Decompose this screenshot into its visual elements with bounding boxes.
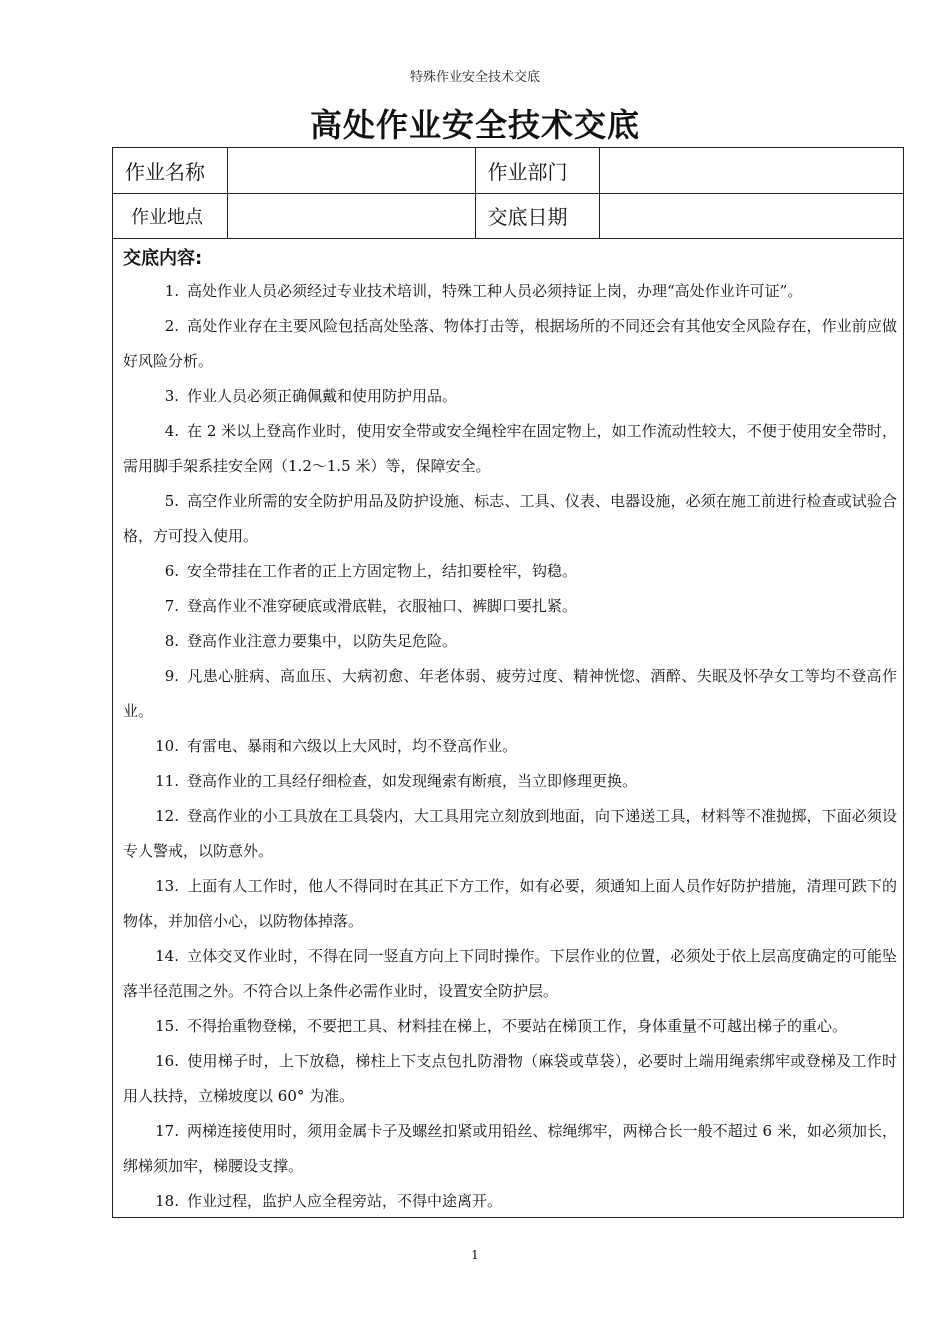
item-number: 11. [155, 772, 179, 790]
list-item [123, 274, 897, 309]
job-name-field[interactable] [227, 148, 475, 193]
item-text: 作业过程，监护人应全程旁站，不得中途离开。 [187, 1192, 503, 1210]
list-item [123, 659, 897, 729]
briefing-items [123, 274, 897, 1219]
item-number: 2. [164, 317, 179, 335]
date-field[interactable] [599, 193, 903, 238]
list-item [123, 414, 897, 484]
info-row-name [113, 148, 903, 193]
department-field[interactable] [599, 148, 903, 193]
item-text: 有雷电、暴雨和六级以上大风时，均不登高作业。 [187, 737, 518, 755]
item-text: 登高作业注意力要集中，以防失足危险。 [187, 632, 458, 650]
item-text: 安全带挂在工作者的正上方固定物上，结扣要栓牢，钩稳。 [187, 562, 578, 580]
list-item [123, 1044, 897, 1114]
item-number: 5. [164, 492, 179, 510]
item-number: 1. [164, 282, 179, 300]
item-number: 13. [155, 877, 179, 895]
item-number: 17. [155, 1122, 179, 1140]
info-table [113, 148, 903, 239]
content-heading: 交底内容: [123, 248, 203, 269]
item-text: 高处作业存在主要风险包括高处坠落、物体打击等，根据场所的不同还会有其他安全风险存在，作业前应做好风险分析。 [123, 317, 897, 370]
list-item [123, 554, 897, 589]
department-label: 作业部门 [475, 148, 599, 193]
item-text: 高空作业所需的安全防护用品及防护设施、标志、工具、仪表、电器设施，必须在施工前进行检查或试验合格，方可投入使用。 [123, 492, 897, 545]
item-number: 14. [155, 947, 179, 965]
list-item [123, 484, 897, 554]
list-item [123, 624, 897, 659]
item-text: 不得抬重物登梯，不要把工具、材料挂在梯上，不要站在梯顶工作，身体重量不可越出梯子的重心。 [187, 1017, 848, 1035]
location-field[interactable] [227, 193, 475, 238]
list-item [123, 939, 897, 1009]
list-item [123, 309, 897, 379]
item-number: 9. [164, 667, 179, 685]
list-item [123, 589, 897, 624]
item-text: 在 2 米以上登高作业时，使用安全带或安全绳栓牢在固定物上，如工作流动性较大，不便于使用安全带时，需用脚手架系挂安全网（1.2～1.5 米）等，保障安全。 [123, 422, 897, 475]
item-text: 登高作业的工具经仔细检查，如发现绳索有断痕，当立即修理更换。 [187, 772, 638, 790]
item-number: 16. [155, 1052, 179, 1070]
item-number: 3. [164, 387, 179, 405]
item-text: 两梯连接使用时，须用金属卡子及螺丝扣紧或用铅丝、棕绳绑牢，两梯合长一般不超过 6 米，如必须加长，绑梯须加牢，梯腰设支撑。 [123, 1122, 897, 1175]
item-text: 上面有人工作时，他人不得同时在其正下方工作，如有必要，须通知上面人员作好防护措施，清理可跌下的物体，并加倍小心，以防物体掉落。 [123, 877, 897, 930]
list-item [123, 869, 897, 939]
item-text: 立体交叉作业时，不得在同一竖直方向上下同时操作。下层作业的位置，必须处于依上层高度确定的可能坠落半径范围之外。不符合以上条件必需作业时，设置安全防护层。 [123, 947, 897, 1000]
item-number: 10. [155, 737, 179, 755]
item-number: 8. [164, 632, 179, 650]
item-number: 18. [155, 1192, 179, 1210]
item-number: 7. [164, 597, 179, 615]
item-text: 登高作业的小工具放在工具袋内，大工具用完立刻放到地面，向下递送工具，材料等不准抛掷，下面必须设专人警戒，以防意外。 [123, 807, 897, 860]
date-label: 交底日期 [475, 193, 599, 238]
item-text: 作业人员必须正确佩戴和使用防护用品。 [187, 387, 458, 405]
list-item [123, 764, 897, 799]
item-text: 登高作业不准穿硬底或滑底鞋，衣服袖口、裤脚口要扎紧。 [187, 597, 578, 615]
info-row-location [113, 193, 903, 238]
location-label: 作业地点 [113, 193, 227, 238]
document-title: 高处作业安全技术交底 [309, 106, 640, 144]
list-item [123, 799, 897, 869]
item-text: 使用梯子时，上下放稳，梯柱上下支点包扎防滑物（麻袋或草袋），必要时上端用绳索绑牢或登梯及工作时用人扶持，立梯坡度以 60° 为准。 [123, 1052, 897, 1105]
item-number: 12. [155, 807, 179, 825]
list-item [123, 1009, 897, 1044]
item-number: 4. [164, 422, 179, 440]
list-item [123, 1184, 897, 1219]
briefing-form [112, 147, 904, 1218]
item-number: 15. [155, 1017, 179, 1035]
item-text: 高处作业人员必须经过专业技术培训，特殊工种人员必须持证上岗，办理“高处作业许可证”。 [187, 282, 803, 300]
item-text: 凡患心脏病、高血压、大病初愈、年老体弱、疲劳过度、精神恍惚、酒醉、失眠及怀孕女工等均不登高作业。 [123, 667, 897, 720]
list-item [123, 1114, 897, 1184]
job-name-label: 作业名称 [113, 148, 227, 193]
list-item [123, 379, 897, 414]
page-number: 1 [471, 1248, 479, 1262]
item-number: 6. [164, 562, 179, 580]
list-item [123, 729, 897, 764]
running-header: 特殊作业安全技术交底 [409, 70, 540, 85]
